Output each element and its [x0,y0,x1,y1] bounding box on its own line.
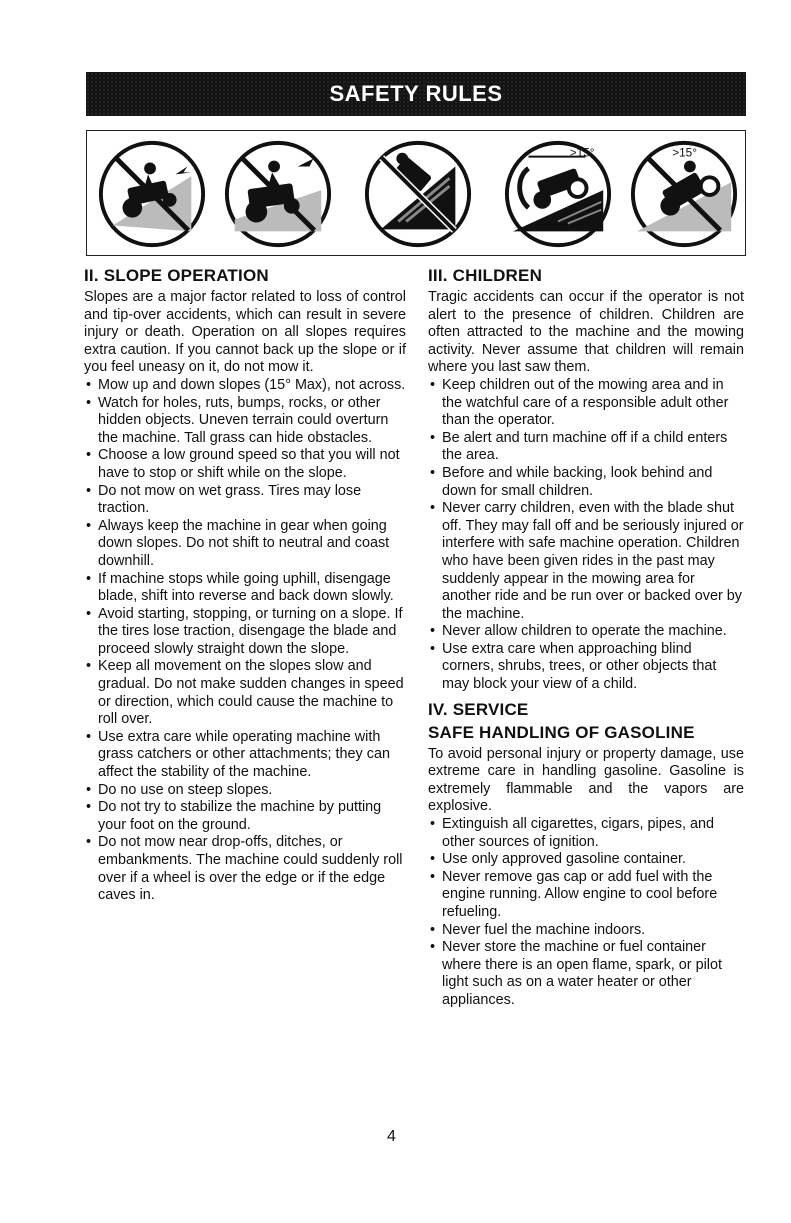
section-subheading: SAFE HANDLING OF GASOLINE [428,722,695,742]
list-item: • Watch for holes, ruts, bumps, rocks, or other hidden objects. Uneven terrain could overturn the machine. Tall grass can hide obstacles. [84,395,406,448]
page-number: 4 [387,1128,396,1145]
section-intro: Tragic accidents can occur if the operator is not alert to the presence of children. Children are often attracted to the machine and the mowing activity. Never assume that children will remain where you last saw them. [428,289,744,376]
list-item: • Do not mow on wet grass. Tires may lose traction. [84,483,406,518]
max-slope-15-icon [499,137,617,251]
list-item: • Do no use on steep slopes. [84,782,406,800]
list-item: • Always keep the machine in gear when going down slopes. Do not shift to neutral and coast downhill. [84,518,406,571]
bullet-list [84,377,406,905]
no-mowing-across-slope-icon [93,137,211,251]
list-item: • Use extra care when approaching blind corners, shrubs, trees, or other objects that may block your view of a child. [428,641,744,694]
section-heading: II. SLOPE OPERATION [84,266,269,285]
bullet-list [428,816,744,1010]
list-item: • Use only approved gasoline container. [428,851,744,869]
list-item: • Never remove gas cap or add fuel with the engine running. Allow engine to cool before refueling. [428,869,744,922]
bullet-list [428,377,744,694]
list-item: • Keep all movement on the slopes slow and gradual. Do not make sudden changes in speed or direction, which could cause the machine to roll over. [84,658,406,728]
section-heading: III. CHILDREN [428,266,543,285]
list-item: • Be alert and turn machine off if a child enters the area. [428,430,744,465]
slope-pictogram-strip [86,130,746,256]
list-item: • Before and while backing, look behind and down for small children. [428,465,744,500]
list-item: • If machine stops while going uphill, disengage blade, shift into reverse and back down slowly. [84,571,406,606]
no-mowing-across-slope-icon [219,137,337,251]
list-item: • Never store the machine or fuel container where there is an open flame, spark, or pilot light such as on a water heater or other appliances. [428,939,744,1009]
list-item: • Extinguish all cigarettes, cigars, pipes, and other sources of ignition. [428,816,744,851]
slope-angle-label: >15° [672,146,697,160]
section-banner [86,72,746,116]
section-intro: Slopes are a major factor related to loss of control and tip-over accidents, which can result in severe injury or death. Operation on all slopes requires extra caution. If you cannot back up the slope or if you feel uneasy on it, do not mow it. [84,289,406,376]
slope-operation-section [84,266,406,905]
list-item: • Choose a low ground speed so that you will not have to stop or shift while on the slope. [84,447,406,482]
right-column [428,266,744,1010]
list-item: • Keep children out of the mowing area and in the watchful care of a responsible adult other than the operator. [428,377,744,430]
children-section [428,266,744,694]
list-item: • Never allow children to operate the machine. [428,623,744,641]
service-section [428,700,744,1010]
section-heading: IV. SERVICE [428,699,529,719]
list-item: • Use extra care while operating machine with grass catchers or other attachments; they can affect the stability of the machine. [84,729,406,782]
rollover-slope-15-icon [625,137,743,251]
list-item: • Avoid starting, stopping, or turning on a slope. If the tires lose traction, disengage the blade and proceed slowly straight down the slope. [84,606,406,659]
list-item: • Do not try to stabilize the machine by putting your foot on the ground. [84,799,406,834]
no-steep-slope-icon [359,137,477,251]
slope-angle-label: >15° [569,146,595,160]
section-intro: To avoid personal injury or property damage, use extreme care in handling gasoline. Gasoline is extremely flammable and the vapors are explosive. [428,745,744,815]
banner-title: SAFETY RULES [329,81,503,106]
list-item: • Never fuel the machine indoors. [428,922,744,940]
list-item: • Mow up and down slopes (15° Max), not across. [84,377,406,395]
list-item: • Never carry children, even with the blade shut off. They may fall off and be seriously injured or interfere with safe machine operation. Children who have been given rides in the past may suddenly appear in the mowing area for another ride and be run over or backed over by the machine. [428,500,744,623]
list-item: • Do not mow near drop-offs, ditches, or embankments. The machine could suddenly roll over if a wheel is over the edge or if the edge caves in. [84,834,406,904]
